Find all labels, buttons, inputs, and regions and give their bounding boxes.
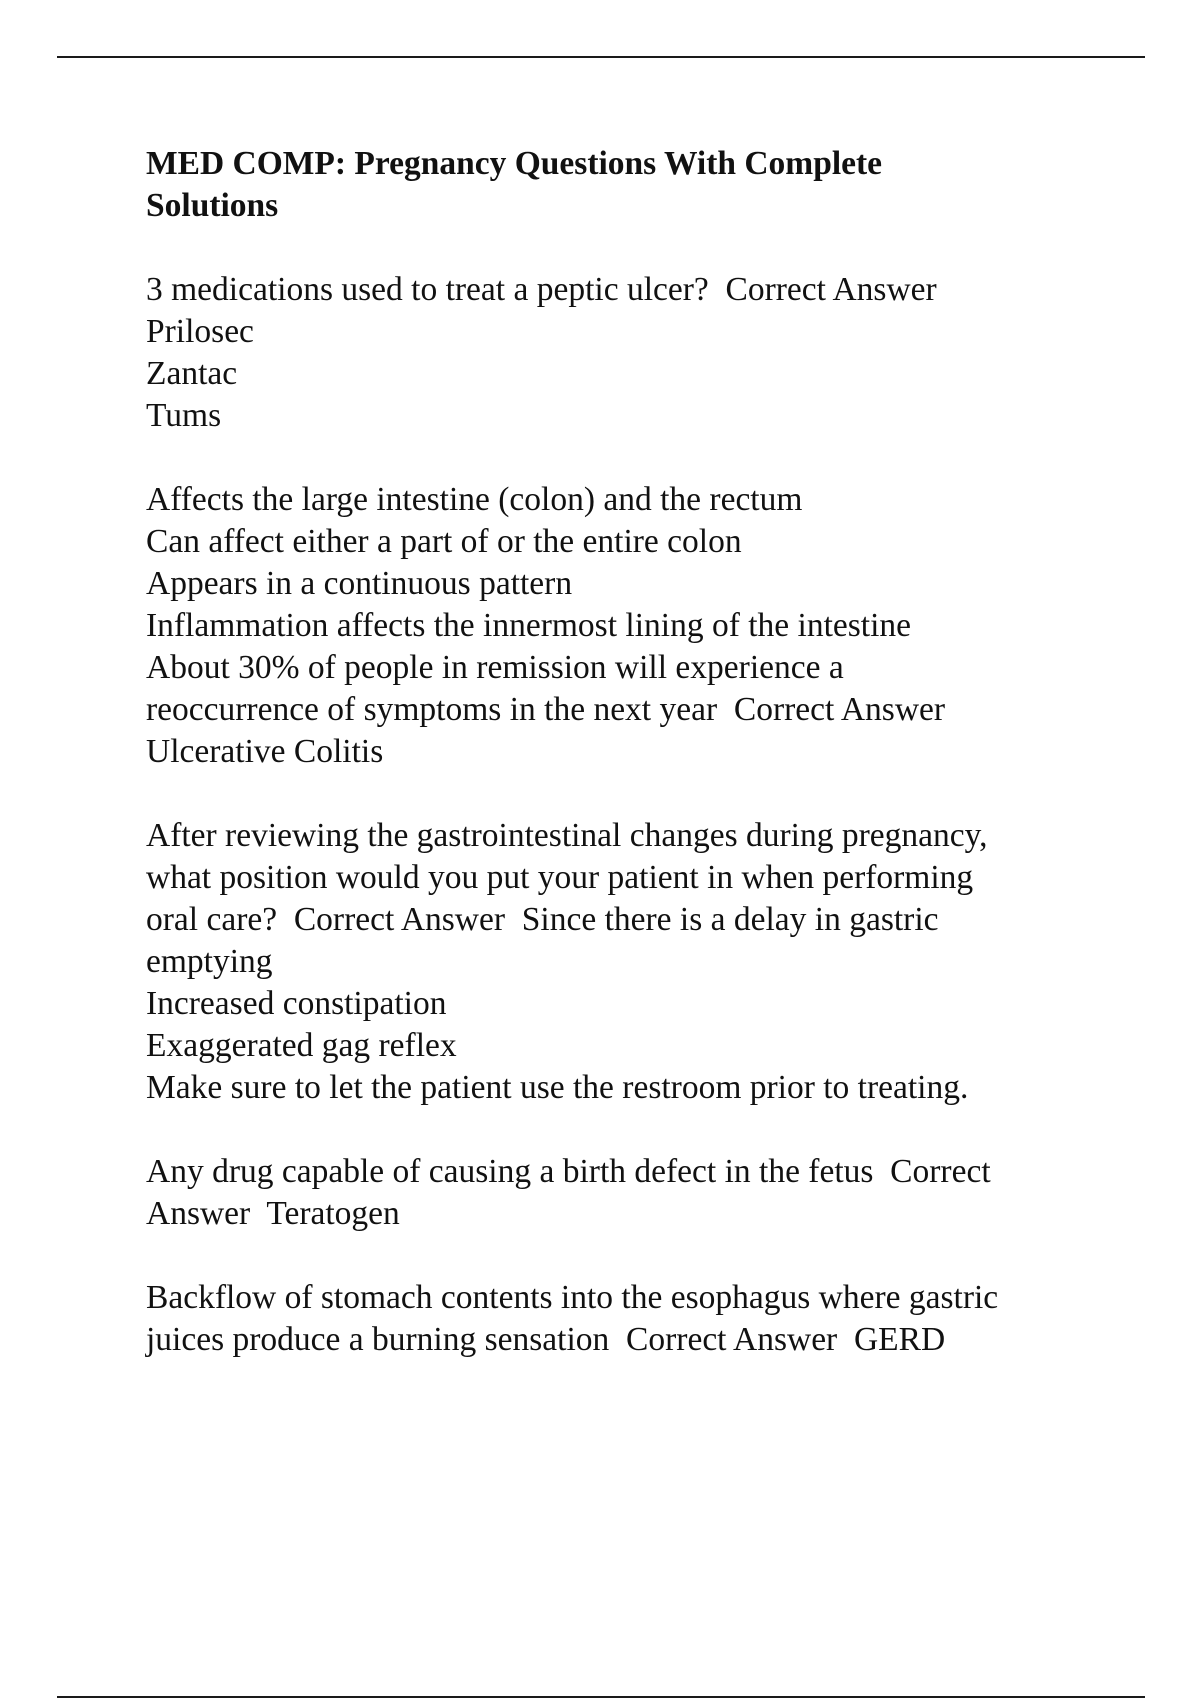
qa-line: Prilosec bbox=[146, 313, 254, 350]
qa-line: reoccurrence of symptoms in the next year Correct Answer bbox=[146, 691, 946, 728]
qa-line: 3 medications used to treat a peptic ulcer? Correct Answer bbox=[146, 271, 937, 308]
header-rule bbox=[57, 56, 1145, 58]
document-title bbox=[146, 143, 1086, 227]
qa-line: After reviewing the gastrointestinal changes during pregnancy, bbox=[146, 817, 988, 854]
qa-line: Can affect either a part of or the entire colon bbox=[146, 523, 742, 560]
qa-line: oral care? Correct Answer Since there is a delay in gastric bbox=[146, 901, 939, 938]
qa-line: what position would you put your patient in when performing bbox=[146, 859, 974, 896]
qa-line: juices produce a burning sensation Correct Answer GERD bbox=[146, 1321, 946, 1358]
qa-line: Appears in a continuous pattern bbox=[146, 565, 573, 602]
qa-line: Ulcerative Colitis bbox=[146, 733, 384, 770]
title-line: Solutions bbox=[146, 187, 279, 224]
qa-line: Make sure to let the patient use the restroom prior to treating. bbox=[146, 1069, 969, 1106]
qa-line: Zantac bbox=[146, 355, 238, 392]
qa-line: Increased constipation bbox=[146, 985, 447, 1022]
document-body bbox=[146, 143, 1086, 1403]
qa-block-oral-care-position bbox=[146, 815, 1086, 1109]
qa-block-peptic-ulcer bbox=[146, 269, 1086, 437]
qa-line: Answer Teratogen bbox=[146, 1195, 400, 1232]
qa-line: Any drug capable of causing a birth defect in the fetus Correct bbox=[146, 1153, 991, 1190]
qa-line: Affects the large intestine (colon) and the rectum bbox=[146, 481, 803, 518]
qa-line: emptying bbox=[146, 943, 273, 980]
qa-line: Exaggerated gag reflex bbox=[146, 1027, 457, 1064]
qa-line: Inflammation affects the innermost lining of the intestine bbox=[146, 607, 912, 644]
title-line: MED COMP: Pregnancy Questions With Complete bbox=[146, 145, 883, 182]
qa-line: Tums bbox=[146, 397, 222, 434]
qa-line: About 30% of people in remission will experience a bbox=[146, 649, 844, 686]
qa-line: Backflow of stomach contents into the esophagus where gastric bbox=[146, 1279, 999, 1316]
qa-block-teratogen bbox=[146, 1151, 1086, 1235]
qa-block-gerd bbox=[146, 1277, 1086, 1361]
footer-rule bbox=[57, 1696, 1145, 1698]
qa-block-ulcerative-colitis bbox=[146, 479, 1086, 773]
